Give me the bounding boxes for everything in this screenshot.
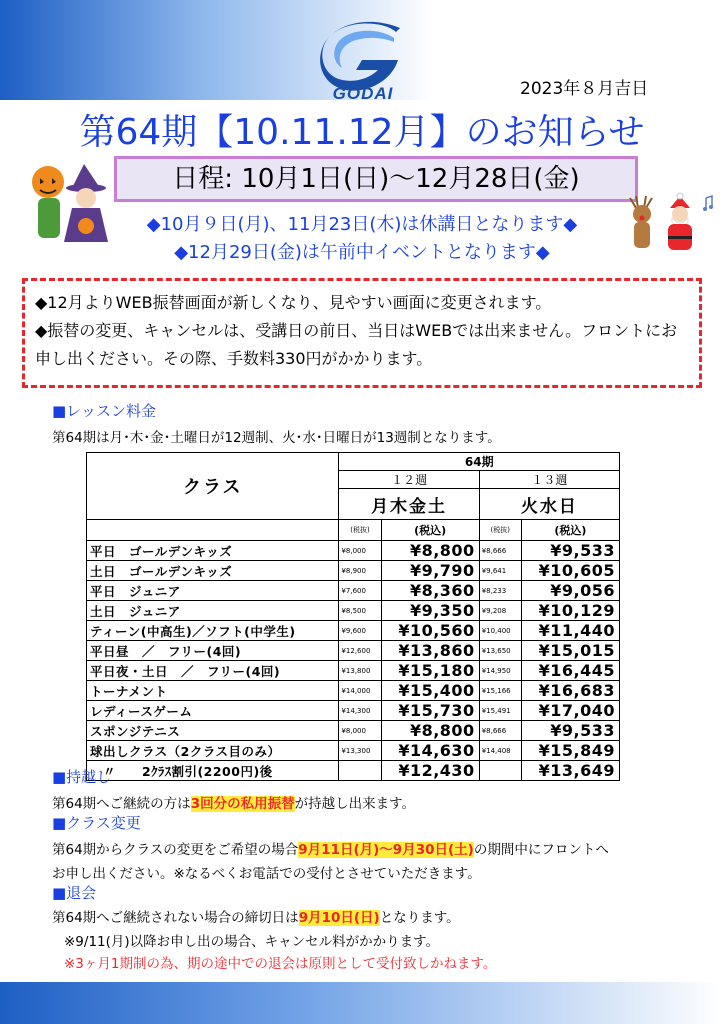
fees-intro: 第64期は月･木･金･土曜日が12週制、火･水･日曜日が13週制となります。: [52, 430, 501, 446]
table-row: [87, 541, 620, 561]
price-in-12-cell: ¥8,360: [381, 581, 479, 601]
price-ex-12-cell: ¥8,000: [339, 541, 381, 561]
class-name-cell: 球出しクラス（2クラス目のみ）: [87, 741, 339, 761]
class-name-cell: 平日 ジュニア: [87, 581, 339, 601]
price-ex-12-cell: ¥14,000: [339, 681, 381, 701]
price-in-12-cell: ¥8,800: [381, 721, 479, 741]
schedule-box: 日程: 10月1日(日)～12月28日(金): [114, 156, 638, 202]
class-change-text: [52, 838, 609, 858]
page-title: 第64期【10.11.12月】のお知らせ: [79, 112, 645, 153]
price-ex-12-cell: ¥9,600: [339, 621, 381, 641]
carryover-highlight: 3回分の私用振替: [190, 796, 295, 812]
class-name-cell: スポンジテニス: [87, 721, 339, 741]
class-change-text-a: 第64期からクラスの変更をご希望の場合: [52, 842, 299, 858]
fee-rows: [87, 541, 620, 781]
class-name-cell: トーナメント: [87, 681, 339, 701]
price-ex-13-cell: [479, 761, 521, 781]
price-ex-13-cell: ¥14,408: [479, 741, 521, 761]
price-in-13-cell: ¥9,533: [521, 541, 619, 561]
price-in-12-cell: ¥14,630: [381, 741, 479, 761]
price-ex-13-cell: ¥8,666: [479, 721, 521, 741]
tax-in-label-12: (税込): [381, 520, 479, 541]
class-name-cell: 平日 ゴールデンキッズ: [87, 541, 339, 561]
fees-heading: ■レッスン料金: [52, 402, 157, 420]
price-ex-13-cell: ¥15,166: [479, 681, 521, 701]
price-ex-13-cell: ¥13,650: [479, 641, 521, 661]
price-in-13-cell: ¥10,605: [521, 561, 619, 581]
price-ex-12-cell: ¥8,500: [339, 601, 381, 621]
table-row: [87, 721, 620, 741]
class-header: クラス: [87, 453, 339, 520]
carryover-text-b: が持越し出来ます。: [294, 796, 416, 812]
price-in-13-cell: ¥9,056: [521, 581, 619, 601]
price-in-13-cell: ¥9,533: [521, 721, 619, 741]
table-row: [87, 581, 620, 601]
holiday-notice-1: ◆10月９日(月)、11月23日(木)は休講日となります◆: [146, 214, 578, 235]
weeks-12-header: １２週: [339, 471, 479, 489]
notice-box: [22, 278, 702, 388]
class-name-cell: レディースゲーム: [87, 701, 339, 721]
price-ex-13-cell: ¥9,641: [479, 561, 521, 581]
price-in-12-cell: ¥9,350: [381, 601, 479, 621]
price-in-13-cell: ¥15,015: [521, 641, 619, 661]
class-name-cell: 土日 ジュニア: [87, 601, 339, 621]
withdrawal-text: [52, 906, 460, 926]
price-ex-13-cell: ¥10,400: [479, 621, 521, 641]
price-ex-13-cell: ¥14,950: [479, 661, 521, 681]
price-in-13-cell: ¥16,683: [521, 681, 619, 701]
price-ex-12-cell: ¥7,600: [339, 581, 381, 601]
withdrawal-heading: ■退会: [52, 884, 97, 902]
price-in-12-cell: ¥12,430: [381, 761, 479, 781]
carryover-heading: ■持越し: [52, 768, 112, 786]
tax-in-label-13: (税込): [521, 520, 619, 541]
price-ex-12-cell: ¥13,800: [339, 661, 381, 681]
price-in-13-cell: ¥11,440: [521, 621, 619, 641]
fee-table: [86, 452, 620, 781]
price-in-12-cell: ¥13,860: [381, 641, 479, 661]
class-change-text-b: の期間中にフロントへ: [473, 842, 609, 858]
price-in-13-cell: ¥17,040: [521, 701, 619, 721]
notice-line-1: ◆12月よりWEB振替画面が新しくなり、見やすい画面に変更されます。: [35, 293, 552, 312]
days-13-header: 火水日: [479, 489, 619, 520]
weeks-13-header: １３週: [479, 471, 619, 489]
price-in-13-cell: ¥16,445: [521, 661, 619, 681]
withdrawal-line2: ※9/11(月)以降お申し出の場合、キャンセル料がかかります。: [64, 934, 440, 950]
class-change-highlight: 9月11日(月)～9月30日(土): [298, 842, 474, 858]
table-row: [87, 561, 620, 581]
table-row: [87, 621, 620, 641]
tax-ex-label-12: (税抜): [339, 520, 381, 541]
price-ex-12-cell: ¥13,300: [339, 741, 381, 761]
class-change-heading: ■クラス変更: [52, 814, 141, 832]
withdrawal-highlight: 9月10日(日): [298, 910, 380, 926]
class-name-cell: 平日昼 ／ フリー(4回): [87, 641, 339, 661]
price-in-12-cell: ¥10,560: [381, 621, 479, 641]
table-row: [87, 601, 620, 621]
price-in-13-cell: ¥10,129: [521, 601, 619, 621]
issue-date: 2023年８月吉日: [520, 79, 649, 99]
price-ex-12-cell: ¥8,900: [339, 561, 381, 581]
class-name-cell: ティーン(中高生)／ソフト(中学生): [87, 621, 339, 641]
price-ex-13-cell: ¥15,491: [479, 701, 521, 721]
carryover-text: [52, 792, 415, 812]
logo-text: GODAI: [332, 84, 394, 103]
price-in-13-cell: ¥13,649: [521, 761, 619, 781]
class-name-cell: 土日 ゴールデンキッズ: [87, 561, 339, 581]
withdrawal-text-b: となります。: [379, 910, 460, 926]
price-in-12-cell: ¥15,400: [381, 681, 479, 701]
holiday-notice-2: ◆12月29日(金)は午前中イベントとなります◆: [174, 242, 550, 263]
table-row: [87, 701, 620, 721]
price-ex-13-cell: ¥8,666: [479, 541, 521, 561]
price-ex-12-cell: ¥8,000: [339, 721, 381, 741]
period-header: 64期: [339, 453, 620, 471]
price-in-12-cell: ¥15,730: [381, 701, 479, 721]
price-in-12-cell: ¥15,180: [381, 661, 479, 681]
price-ex-12-cell: ¥12,600: [339, 641, 381, 661]
price-ex-13-cell: ¥8,233: [479, 581, 521, 601]
table-row: [87, 641, 620, 661]
class-name-cell: 〃 2ｸﾗｽ割引(2200円)後: [87, 761, 339, 781]
withdrawal-line3: ※3ヶ月1期制の為、期の途中での退会は原則として受付致しかねます。: [64, 956, 497, 972]
price-in-12-cell: ¥9,790: [381, 561, 479, 581]
price-in-12-cell: ¥8,800: [381, 541, 479, 561]
table-row: [87, 661, 620, 681]
tax-ex-label-13: (税抜): [479, 520, 521, 541]
class-change-line2: お申し出ください。※なるべくお電話での受付とさせていただきます。: [52, 866, 481, 882]
notice-line-2: ◆振替の変更、キャンセルは、受講日の前日、当日はWEBでは出来ません。フロントにお申し出ください。その際、手数料330円がかかります。: [35, 321, 678, 368]
carryover-text-a: 第64期へご継続の方は: [52, 796, 191, 812]
table-row: [87, 761, 620, 781]
price-ex-13-cell: ¥9,208: [479, 601, 521, 621]
table-row: [87, 681, 620, 701]
table-row: [87, 741, 620, 761]
price-ex-12-cell: [339, 761, 381, 781]
blank-cell: [87, 520, 339, 541]
class-name-cell: 平日夜・土日 ／ フリー(4回): [87, 661, 339, 681]
withdrawal-text-a: 第64期へご継続されない場合の締切日は: [52, 910, 299, 926]
footer-band: [0, 982, 724, 1024]
price-in-13-cell: ¥15,849: [521, 741, 619, 761]
price-ex-12-cell: ¥14,300: [339, 701, 381, 721]
days-12-header: 月木金土: [339, 489, 479, 520]
